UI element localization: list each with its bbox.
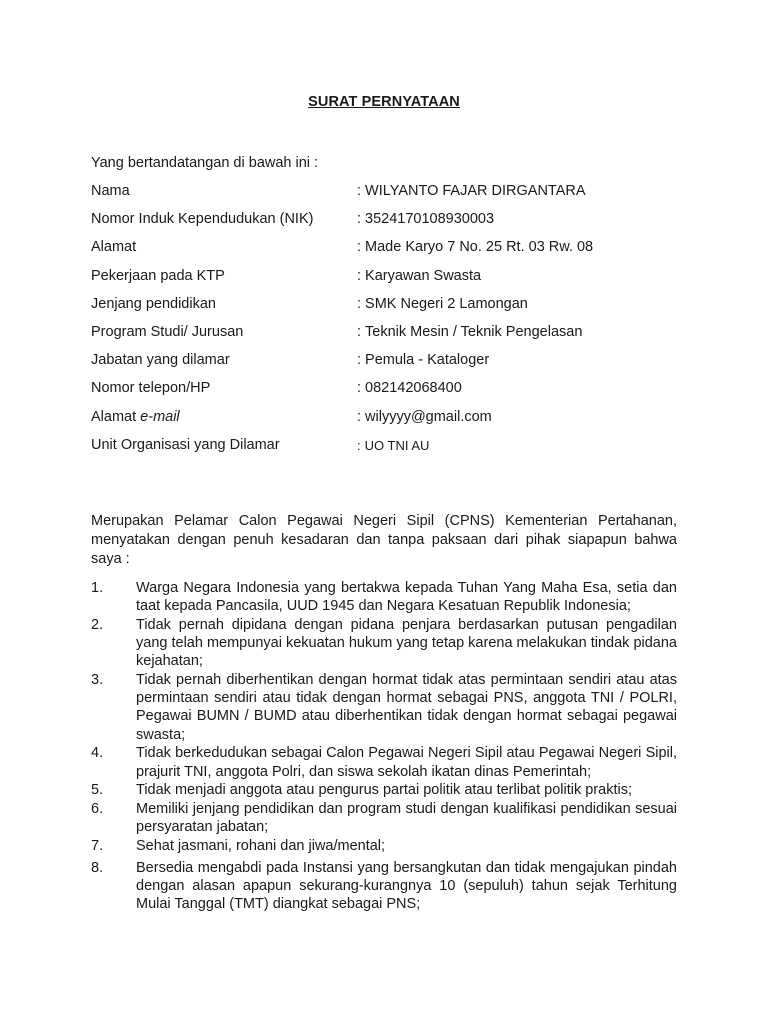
list-number: 8. [91, 860, 104, 877]
field-label: Nomor Induk Kependudukan (NIK) [91, 211, 314, 228]
field-row-nama [91, 182, 691, 210]
field-row-jenjang [91, 295, 691, 323]
field-label-italic: e-mail [140, 408, 180, 425]
field-label: Unit Organisasi yang Dilamar [91, 436, 280, 453]
list-item [91, 859, 677, 914]
field-colon: : [357, 437, 361, 453]
list-text: Tidak berkedudukan sebagai Calon Pegawai Negeri Sipil atau Pegawai Negeri Sipil, prajurit TNI, anggota Polri, dan siswa sekolah ikatan dinas Pemerintah; [136, 745, 677, 780]
list-text: Warga Negara Indonesia yang bertakwa kepada Tuhan Yang Maha Esa, setia dan taat kepada Pancasila, UUD 1945 dan Negara Kesatuan Republik Indonesia; [136, 580, 677, 615]
field-colon: : [357, 295, 362, 312]
field-label: Nama [91, 183, 130, 199]
field-colon: : [357, 380, 362, 397]
field-value-text: Teknik Mesin / Teknik Pengelasan [365, 323, 583, 340]
field-colon: : [357, 267, 362, 284]
field-row-telepon [91, 379, 691, 407]
field-colon: : [357, 183, 362, 199]
statement-list [91, 579, 677, 914]
field-value [357, 408, 492, 426]
statement-paragraph: Merupakan Pelamar Calon Pegawai Negeri Sipil (CPNS) Kementerian Pertahanan, menyatakan dengan penuh kesadaran dan tanpa paksaan dari pihak siapapun bahwa saya : [91, 513, 677, 567]
field-label: Jenjang pendidikan [91, 295, 216, 312]
field-label: Nomor telepon/HP [91, 380, 211, 397]
field-value-text: 082142068400 [365, 380, 462, 397]
list-item [91, 800, 677, 836]
field-value [357, 323, 582, 341]
list-text: Tidak pernah dipidana dengan pidana penjara berdasarkan putusan pengadilan yang telah mempunyai kekuatan hukum yang tetap karena melakukan tindak pidana kejahatan; [136, 616, 677, 670]
field-row-jabatan [91, 351, 691, 379]
field-colon: : [357, 323, 362, 340]
field-value [357, 379, 462, 397]
list-text: Memiliki jenjang pendidikan dan program studi dengan kualifikasi pendidikan sesuai persyaratan jabatan; [136, 800, 677, 836]
field-row-nik [91, 210, 691, 238]
list-text: Sehat jasmani, rohani dan jiwa/mental; [136, 837, 386, 854]
field-value-text: 3524170108930003 [365, 211, 495, 228]
list-item [91, 837, 677, 855]
identity-fields [91, 182, 691, 464]
field-colon: : [357, 239, 362, 256]
field-label: Alamat [91, 239, 137, 256]
list-number: 1. [91, 580, 104, 596]
list-number: 7. [91, 837, 104, 854]
field-label: Pekerjaan pada KTP [91, 267, 225, 284]
field-value [357, 351, 489, 369]
field-value [357, 182, 586, 200]
field-label: Jabatan yang dilamar [91, 352, 230, 369]
list-item [91, 744, 677, 780]
list-item [91, 671, 677, 744]
intro-text: Yang bertandatangan di bawah ini : [91, 155, 319, 171]
list-item [91, 781, 677, 799]
list-text: Tidak pernah diberhentikan dengan hormat tidak atas permintaan sendiri atau atas permintaan sendiri atau tidak dengan hormat sebagai PNS, anggota TNI / POLRI, Pegawai BUMN / BUMD atau diberhentikan tidak dengan hormat sebagai pegawai swasta; [136, 672, 677, 743]
field-value [357, 238, 593, 256]
field-value [357, 437, 429, 455]
field-label [91, 408, 180, 426]
field-row-pekerjaan [91, 267, 691, 295]
list-item [91, 579, 677, 615]
field-value-text: WILYANTO FAJAR DIRGANTARA [365, 183, 586, 199]
field-label-prefix: Alamat [91, 408, 141, 425]
list-text: Tidak menjadi anggota atau pengurus partai politik atau terlibat politik praktis; [136, 782, 632, 799]
list-number: 5. [91, 782, 104, 799]
field-value-text: Made Karyo 7 No. 25 Rt. 03 Rw. 08 [365, 239, 594, 256]
list-item [91, 616, 677, 671]
field-colon: : [357, 352, 362, 369]
field-value [357, 267, 481, 285]
list-number: 6. [91, 800, 104, 817]
field-row-prodi [91, 323, 691, 351]
field-colon: : [357, 408, 362, 425]
field-value-text: UO TNI AU [364, 437, 430, 453]
document-title: SURAT PERNYATAAN [308, 94, 460, 110]
field-value-text: Pemula - Kataloger [365, 352, 490, 369]
list-number: 2. [91, 616, 104, 633]
field-value-text: SMK Negeri 2 Lamongan [365, 295, 528, 312]
field-value [357, 295, 528, 313]
field-row-unit [91, 436, 691, 464]
field-value-text: Karyawan Swasta [365, 267, 482, 284]
field-colon: : [357, 211, 362, 228]
list-number: 3. [91, 672, 104, 689]
field-row-email [91, 408, 691, 436]
field-value [357, 210, 494, 228]
field-row-alamat [91, 238, 691, 266]
list-text: Bersedia mengabdi pada Instansi yang bersangkutan dan tidak mengajukan pindah dengan alasan apapun sekurang-kurangnya 10 (sepuluh) tahun sejak Terhitung Mulai Tanggal (TMT) diangkat sebagai PNS; [136, 860, 677, 913]
field-value-text: wilyyyy@gmail.com [365, 408, 492, 425]
list-number: 4. [91, 745, 104, 762]
field-label: Program Studi/ Jurusan [91, 323, 244, 340]
